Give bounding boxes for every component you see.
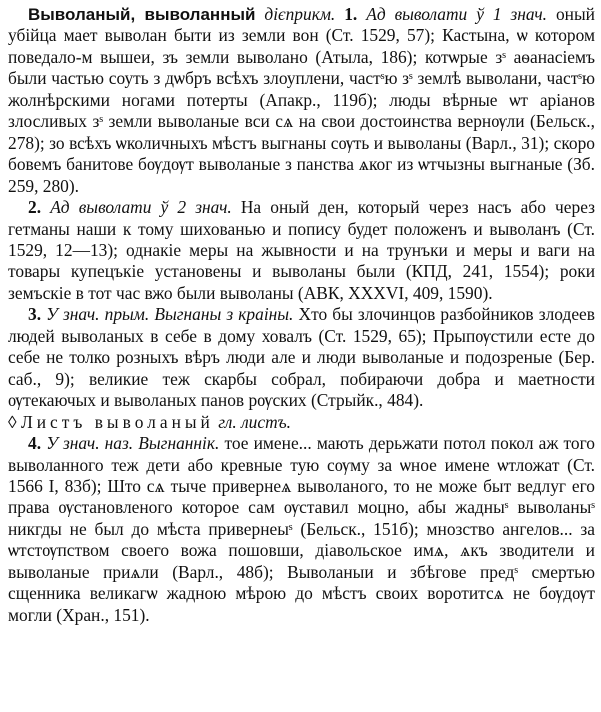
sense-4-text: тое имене... мають дерьжати потол покол аж того выволанного теж дети або кревные тую сѹму за ѡное имене ѡтложат (Ст. 1566 I, 83б); Што сѧ тыче привернеѧ выволаного, то не може быт ведлуг его права ѹстановленого которое сам ѹставил моцно, абы жадныˢ выволаныˢ никгды не был до мѣста привернеыˢ (Бельск., 151б); мнозство ангелов... за ѡтстѹпством своего вожа пошовши, діавольское имѧ, ѧкъ зводители и выволаные приѧли (Варл., 48б); Выволаныи и збѣгове предˢ смертью сщенника великагѡ жадною мѣрою до мѣстъ своих воротитсѧ не бѹдѹт могли (Хран., 151). xyxy=(8,433,595,625)
sense-4-number: 4. xyxy=(28,433,42,454)
entry-crossref xyxy=(8,412,595,433)
sense-4-definition: У знач. наз. Выгнаннік. xyxy=(46,433,220,454)
sense-1-definition: Ад выволати ў 1 знач. xyxy=(366,4,548,24)
sense-3-definition: У знач. прым. Выгнаны з краіны. xyxy=(46,304,294,325)
sense-2-number: 2. xyxy=(28,197,42,218)
part-of-speech: дієприкм. xyxy=(264,4,336,24)
sense-3-number: 3. xyxy=(28,304,42,325)
diamond-icon: ◊ xyxy=(8,411,17,432)
headword: Выволаный, выволанный xyxy=(28,5,256,24)
sense-2-definition: Ад выволати ў 2 знач. xyxy=(50,197,232,218)
sense-1-text: оный убійца мает выволан быти из земли вон (Ст. 1529, 57); Кастына, ѡ котором поведало-м вышеи, зъ земли выволано (Атыла, 186); котѡрые зˢ аѳанасіемъ были частью соуть з дѡбръ всѣхъ злоуплени, частˢю зˢ землѣ выволани, частˢю жолнѣрскими ногами потерты (Апакр., 119б); люды вѣрные ѡт аріанов злосливых зˢ земли выволаные вси сѧ на свои достоинства вернѹли (Бельск., 278); зо всѣхъ ѡколичныхъ мѣстъ выгнаны сѹть и выволаны (Варл., 31); скоро бовемъ банитове бѹдѹт выволаные з панства ѧког из ѡтчызны выгнаные (Зб. 259, 280). xyxy=(8,4,595,196)
crossref-phrase: Листъ выволаный xyxy=(20,411,214,432)
entry-sense-3 xyxy=(8,304,595,411)
entry-sense-1 xyxy=(8,4,595,197)
crossref-note: гл. листъ. xyxy=(218,411,291,432)
entry-sense-4 xyxy=(8,433,595,626)
sense-2-text: На оный ден, который через насъ або через гетманы наши к тому шихованью и попису будет положенъ и выволанъ (Ст. 1529, 12—13); однакіе меры на жывности и на трунъки и меры и ваги на товары купецъкіе установены и выволаны были (КПД, 241, 1554); роки земъскіе в тот час вжо были выволаны (АВК, XXXVI, 409, 1590). xyxy=(8,197,595,303)
sense-3-text: Хто бы злочинцов разбойников злодеев людей выволаных в себе в дому ховалъ (Ст. 1529, 65); Прыпѹстили есте до себе не толко розныхъ вѣръ люди але и люди выволаные и подозреные (Бер. саб., 9); великие теж скарбы собрал, побираючи добра и маетности ѹтекаючых и выволаных панов рѹских (Стрыйк., 484). xyxy=(8,304,595,411)
entry-sense-2 xyxy=(8,197,595,304)
sense-1-number: 1. xyxy=(344,4,358,24)
